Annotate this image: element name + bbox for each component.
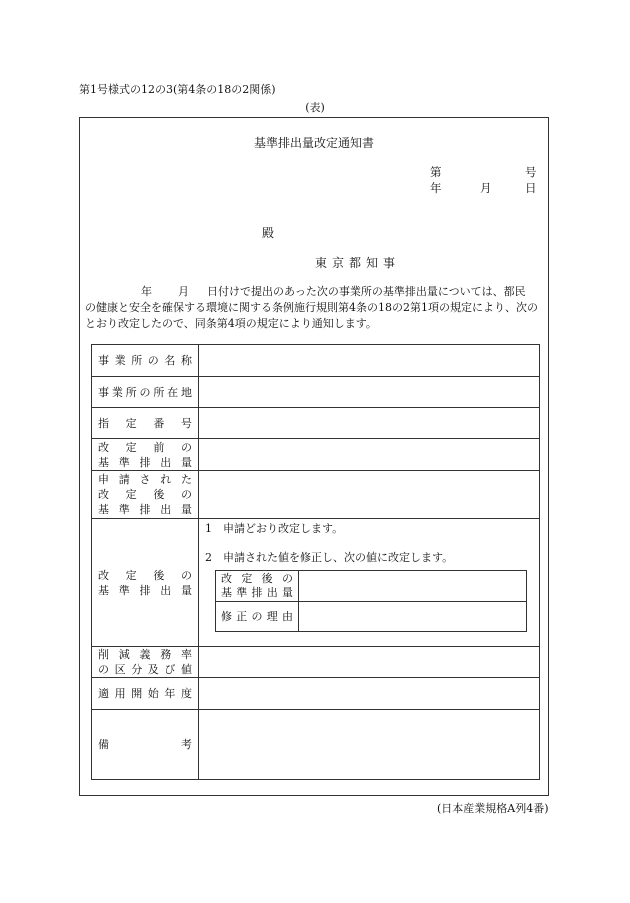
option-2-text: 2 申請された値を修正し、次の値に改定します。 [205, 551, 454, 564]
row-value-field[interactable] [199, 439, 540, 471]
row-value-field[interactable] [199, 408, 540, 439]
row-value-field[interactable] [199, 471, 540, 519]
inner-label-line: 修正の理由 [221, 609, 293, 623]
row-label-line: 改定前の [98, 440, 192, 454]
option-1-text: 1 申請どおり改定します。 [205, 522, 344, 535]
row-label [92, 471, 199, 519]
inner-label-reason [216, 602, 299, 632]
table-row [92, 345, 540, 377]
row-label [92, 408, 199, 439]
form-number-label: 第1号様式の12の3(第4条の18の2関係) [79, 83, 276, 96]
body-month-label: 月 [178, 285, 189, 298]
row-label-line: 事業所の所在地 [98, 385, 192, 399]
notice-body [85, 284, 547, 332]
table-row [92, 678, 540, 710]
revision-label-line: 基準排出量 [98, 583, 192, 597]
governor-name: 東京都知事 [315, 256, 401, 270]
row-label-line: 削減義務率 [98, 648, 192, 661]
row-label [92, 678, 199, 710]
row-label [92, 710, 199, 780]
inner-label-line: 改定後の [221, 572, 293, 585]
row-label-line: 指定番号 [98, 416, 192, 430]
row-label [92, 439, 199, 471]
row-label-line: 基準排出量 [98, 503, 192, 516]
row-label-line: 改定後の [98, 488, 192, 501]
inner-label-revised-amount [216, 571, 299, 602]
table-row [92, 439, 540, 471]
revision-label [92, 519, 199, 647]
row-label-line: 申請された [98, 473, 192, 486]
inner-table [215, 570, 527, 632]
date-year-label: 年 [430, 181, 442, 195]
revision-reason-input[interactable] [299, 602, 527, 632]
number-label-prefix: 第 [430, 165, 442, 179]
table-row-revision [92, 519, 540, 647]
row-value-field[interactable] [199, 710, 540, 780]
revision-cell[interactable] [199, 519, 540, 647]
document-title: 基準排出量改定通知書 [253, 136, 374, 150]
row-label-line: 適用開始年度 [98, 687, 192, 700]
paper-size-note: (日本産業規格A列4番) [437, 802, 549, 815]
number-label-suffix: 号 [525, 165, 537, 179]
table-row [92, 471, 540, 519]
row-value-field[interactable] [199, 678, 540, 710]
row-value-field[interactable] [199, 647, 540, 678]
body-line2-text: の健康と安全を確保する環境に関する条例施行規則第4条の18の2第1項の規定により、次のとおり改定したので、同条第4項の規定により通知します。 [85, 301, 538, 330]
main-table [91, 344, 540, 780]
date-day-label: 日 [525, 181, 537, 195]
row-label [92, 345, 199, 377]
date-month-label: 月 [480, 181, 492, 195]
table-row [92, 377, 540, 408]
row-label-line: 基準排出量 [98, 455, 192, 469]
side-label: (表) [305, 101, 325, 114]
notice-body-line1 [85, 284, 547, 300]
row-value-field[interactable] [199, 377, 540, 408]
inner-label-line: 基準排出量 [221, 586, 293, 599]
addressee-honorific: 殿 [262, 226, 275, 240]
revised-amount-input[interactable] [299, 571, 527, 602]
row-label-line: 備考 [98, 738, 192, 751]
row-label [92, 647, 199, 678]
row-value-field[interactable] [199, 345, 540, 377]
row-label-line: 事業所の名称 [98, 354, 192, 367]
row-label-line: の区分及び値 [98, 663, 192, 676]
body-line1-text: 日付けで提出のあった次の事業所の基準排出量については、都民 [207, 285, 526, 298]
table-row [92, 647, 540, 678]
table-row [92, 408, 540, 439]
body-year-label: 年 [141, 285, 152, 298]
revision-label-line: 改定後の [98, 568, 192, 582]
table-row [92, 710, 540, 780]
row-label [92, 377, 199, 408]
